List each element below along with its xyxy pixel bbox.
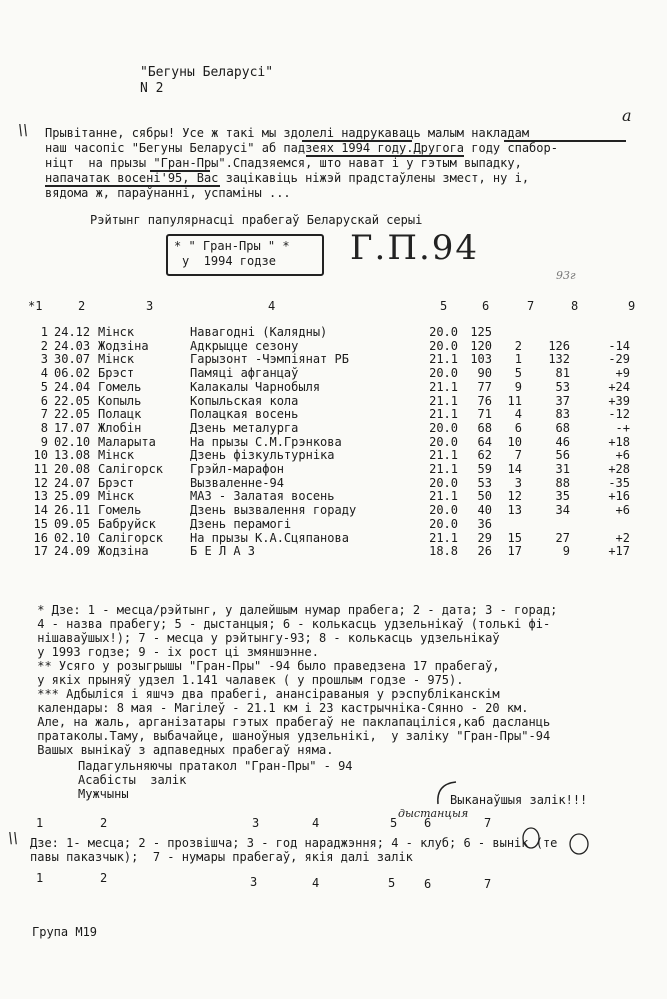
greeting-line-2: наш часопіс "Бегуны Беларусі" аб падзеях 1994 году.Другога году спабор- [45,141,558,155]
underline-pryzy [150,170,210,172]
cell-rank: 14 [33,503,48,518]
table-row [32,326,630,340]
cols1-7: 7 [484,816,492,830]
cell-date: 22.05 [54,393,91,408]
legend-line-2: павы паказчык); 7 - нумары прабегаў, якія далі залік [30,850,413,864]
rating-heading: Рэйтынг папулярнасці прабегаў Беларускай серыі [90,213,423,227]
cell-rank: 17 [33,544,48,559]
col-header-8: 8 [571,299,579,313]
cols1-2: 2 [100,816,108,830]
cell-event: Копыльская кола [190,393,299,408]
table-row [32,463,630,477]
cols1-6: 6 [424,816,432,830]
cell-date: 25.09 [54,489,91,504]
circle-mark-4 [520,826,542,850]
cell-distance: 20.0 [429,420,458,435]
cell-participants: 68 [477,420,492,435]
cell-city: Мінск [98,352,135,367]
cell-rank: 11 [33,462,48,477]
cell-participants-93: 9 [562,544,570,559]
cell-place-93: 14 [507,462,522,477]
cell-event: Дзень вызвалення гораду [190,503,357,518]
col-header-1: *1 [28,299,43,313]
handwritten-93g: 93г [556,269,576,282]
handwritten-mark-left: \\ [18,121,29,139]
footnote-line-8: календары: 8 мая - Магілеў - 21.1 км і 23 кастрычніка-Сянно - 20 км. [30,701,529,715]
cols2-2: 2 [100,871,108,885]
footnote-line-5: ** Усяго у розыгрышы "Гран-Пры" -94 было праведзена 17 прабегаў, [30,659,500,673]
cell-rank: 13 [33,489,48,504]
doc-title: "Бегуны Беларусі" [140,65,274,80]
cell-participants: 62 [477,448,492,463]
cell-participants: 77 [477,379,492,394]
cell-distance: 21.1 [429,448,458,463]
cell-distance: 21.1 [429,393,458,408]
cell-date: 24.09 [54,544,91,559]
cell-change: +6 [615,503,630,518]
cols2-6: 6 [424,877,432,891]
cell-participants-93: 132 [548,352,570,367]
cell-date: 22.05 [54,407,91,422]
underline-1994 [306,155,464,157]
legend-line-1: Дзе: 1- месца; 2 - прозвішча; 3 - год нараджэння; 4 - клуб; 6 - вынік (те [30,836,558,850]
footnote-line-7: *** Адбыліся і яшчэ два прабегі, анансіраваныя у рэспубліканскім [30,687,500,701]
cell-change: +39 [608,393,630,408]
table-row [32,545,630,559]
cell-participants-93: 56 [555,448,570,463]
cell-city: Копыль [98,393,142,408]
cell-city: Гомель [98,379,142,394]
handwritten-note-a: а [622,106,632,125]
table-row [32,532,630,546]
cell-change: +17 [608,544,630,559]
cell-place-93 [492,518,522,532]
cell-place-93: 2 [514,338,522,353]
cell-place-93: 15 [507,530,522,545]
cell-event: Навагодні (Калядны) [190,325,328,339]
cell-event: Дзень металурга [190,420,299,435]
cell-event: Гарызонт -Чэмпіянат РБ [190,352,349,367]
table-row [32,449,630,463]
cell-participants-93: 31 [555,462,570,477]
cell-rank: 10 [33,448,48,463]
cell-city: Брэст [98,366,135,381]
cell-change: -35 [608,475,630,490]
table-row [32,340,630,354]
cell-participants-93: 34 [555,503,570,518]
cell-rank: 6 [40,393,48,408]
group-label: Група М19 [32,925,98,939]
cell-change: -+ [615,420,630,435]
cell-place-93: 5 [514,366,522,381]
cell-event: Грэйл-марафон [190,462,284,477]
cell-date: 02.10 [54,434,91,449]
cell-rank: 5 [40,379,48,394]
col-header-7: 7 [527,299,535,313]
footnote-line-2: 4 - назва прабегу; 5 - дыстанцыя; 6 - колькасць удзельнікаў (толькі фі- [30,617,551,631]
cell-event: Вызваленне-94 [190,475,284,490]
cell-participants: 59 [477,462,492,477]
cell-participants: 53 [477,475,492,490]
cell-place-93: 9 [514,379,522,394]
cell-participants-93 [522,326,570,340]
cell-participants-93: 126 [548,338,570,353]
cell-distance: 21.1 [429,489,458,504]
cell-event: На прызы К.А.Сцяпанова [190,530,349,545]
cell-participants: 36 [477,516,492,531]
footnote-line-10: пратаколы.Таму, выбачайце, шаноўныя удзельнікі, у заліку "Гран-Пры"-94 [30,729,551,743]
cell-date: 17.07 [54,420,91,435]
col-header-4: 4 [268,299,276,313]
cell-city: Брэст [98,475,135,490]
cell-place-93: 6 [514,420,522,435]
cell-change: +16 [608,489,630,504]
cell-distance: 20.0 [429,516,458,531]
underline-nakladam [504,140,626,142]
handwritten-mark-legend: \\ [8,829,19,847]
cell-rank: 1 [40,325,48,339]
cols1-3: 3 [252,816,260,830]
cell-date: 26.11 [54,503,91,518]
footnote-line-9: Але, на жаль, арганізатары гэтых прабегаў не паклапаціліся,каб дасланць [30,715,551,729]
cell-date: 09.05 [54,516,91,531]
cell-event: МАЗ - Залатая восень [190,489,335,504]
cell-rank: 2 [40,338,48,353]
cols2-1: 1 [36,871,44,885]
table-row [32,367,630,381]
cell-participants: 71 [477,407,492,422]
cols2-3: 3 [250,875,258,889]
cell-change: +24 [608,379,630,394]
cell-change [570,518,630,532]
cell-participants: 76 [477,393,492,408]
circle-mark-6 [568,832,590,856]
cell-city: Салігорск [98,462,164,477]
cell-distance: 18.8 [429,544,458,559]
cell-rank: 8 [40,420,48,435]
table-row [32,436,630,450]
finishers-label: Выканаўшыя залік!!! [450,793,588,807]
underline-zdoleli [302,140,412,142]
table-row [32,477,630,491]
cell-participants-93: 46 [555,434,570,449]
handwritten-gp94: Г.П.94 [350,228,480,268]
handwritten-distance: дыстанцыя [398,807,469,820]
cell-event: Памяці афганцаў [190,366,299,381]
cell-change: +18 [608,434,630,449]
cell-place-93: 1 [514,352,522,367]
cell-participants-93: 53 [555,379,570,394]
cell-event: Полацкая восень [190,407,299,422]
cell-place-93: 10 [507,434,522,449]
cell-rank: 3 [40,352,48,367]
cell-date: 24.03 [54,338,91,353]
table-row [32,422,630,436]
greeting-line-4: напачатак восені'95, Вас зацікавіць ніжэй прадстаўлены змест, ну і, [45,171,530,185]
table-row [32,490,630,504]
cell-event: Калакалы Чарнобыля [190,379,321,394]
cell-city: Мінск [98,325,135,339]
cell-city: Жодзіна [98,338,149,353]
cell-date: 24.04 [54,379,91,394]
issue-number: N 2 [140,81,164,96]
table-row [32,381,630,395]
personal-standings: Асабісты залік [78,773,187,787]
cell-participants: 50 [477,489,492,504]
cell-participants-93: 37 [555,393,570,408]
cell-participants: 40 [477,503,492,518]
cell-distance: 20.0 [429,325,458,339]
cell-place-93 [492,326,522,340]
cell-place-93: 17 [507,544,522,559]
cell-participants-93: 88 [555,475,570,490]
cell-participants: 125 [470,325,492,339]
underline-vosen [45,185,220,187]
grand-prix-box [166,234,324,276]
cell-city: Гомель [98,503,142,518]
greeting-line-3: ніцт на прызы "Гран-Пры".Спадзяемся, што нават і у гэтым выпадку, [45,156,522,170]
cell-participants: 29 [477,530,492,545]
cell-participants-93: 35 [555,489,570,504]
cols1-4: 4 [312,816,320,830]
footnote-line-3: нішаваўшых!); 7 - месца у рэйтынгу-93; 8 - колькасць удзельнікаў [30,631,500,645]
cell-participants: 90 [477,366,492,381]
cols2-4: 4 [312,876,320,890]
cell-distance: 20.0 [429,366,458,381]
cell-event: Дзень перамогі [190,516,292,531]
cell-city: Жлобін [98,420,142,435]
cell-rank: 9 [40,434,48,449]
cell-distance: 21.1 [429,462,458,477]
table-row [32,518,630,532]
greeting-line-5: вядома ж, параўнанні, успаміны ... [45,186,291,200]
cell-participants-93: 83 [555,407,570,422]
cell-participants-93 [522,518,570,532]
col-header-3: 3 [146,299,154,313]
cell-participants: 120 [470,338,492,353]
cell-date: 02.10 [54,530,91,545]
cell-change: +2 [615,530,630,545]
cell-distance: 21.1 [429,379,458,394]
table-row [32,408,630,422]
cell-distance: 20.0 [429,503,458,518]
rating-table [32,326,630,559]
cell-participants: 103 [470,352,492,367]
box-line-2: у 1994 годзе [182,254,276,268]
cell-change: -29 [608,352,630,367]
cell-change [570,326,630,340]
cell-place-93: 4 [514,407,522,422]
cell-city: Мінск [98,448,135,463]
cell-place-93: 7 [514,448,522,463]
cell-place-93: 13 [507,503,522,518]
cell-city: Салігорск [98,530,164,545]
cell-city: Жодзіна [98,544,149,559]
cols2-5: 5 [388,876,396,890]
table-row [32,395,630,409]
cell-participants-93: 81 [555,366,570,381]
cell-event: Дзень фізкультурніка [190,448,335,463]
cols2-7: 7 [484,877,492,891]
cell-participants: 26 [477,544,492,559]
cell-distance: 20.0 [429,338,458,353]
table-row [32,504,630,518]
cell-distance: 21.1 [429,352,458,367]
cell-event: Адкрыцце сезону [190,338,299,353]
cell-date: 20.08 [54,462,91,477]
protocol-title: Падагульняючы пратакол "Гран-Пры" - 94 [78,759,353,773]
cell-distance: 21.1 [429,530,458,545]
cell-event: Б Е Л А З [190,544,256,559]
cols1-5: 5 [390,816,398,830]
cell-distance: 21.1 [429,407,458,422]
cell-rank: 16 [33,530,48,545]
cell-date: 13.08 [54,448,91,463]
cell-participants: 64 [477,434,492,449]
cell-change: +28 [608,462,630,477]
cell-city: Маларыта [98,434,156,449]
cols1-1: 1 [36,816,44,830]
cell-date: 06.02 [54,366,91,381]
cell-date: 24.12 [54,325,91,339]
cell-change: -12 [608,407,630,422]
cell-event: На прызы С.М.Грэнкова [190,434,342,449]
col-header-2: 2 [78,299,86,313]
greeting-line-1: Прывітанне, сябры! Усе ж такі мы здолелі надрукаваць малым накладам [45,126,530,140]
cell-participants-93: 68 [555,420,570,435]
men-label: Мужчыны [78,787,129,801]
cell-rank: 4 [40,366,48,381]
col-header-9: 9 [628,299,636,313]
cell-participants-93: 27 [555,530,570,545]
finishers-bracket [430,778,460,808]
cell-city: Мінск [98,489,135,504]
cell-place-93: 11 [507,393,522,408]
cell-date: 30.07 [54,352,91,367]
cell-distance: 20.0 [429,434,458,449]
cell-distance: 20.0 [429,475,458,490]
cell-change: +6 [615,448,630,463]
cell-change: -14 [608,338,630,353]
cell-rank: 15 [33,516,48,531]
cell-date: 24.07 [54,475,91,490]
footnote-line-4: у 1993 годзе; 9 - іх рост ці змяншэнне. [30,645,319,659]
col-header-6: 6 [482,299,490,313]
cell-place-93: 12 [507,489,522,504]
cell-rank: 7 [40,407,48,422]
footnote-line-11: Вашых вынікаў з адпаведных прабегаў няма. [30,743,334,757]
cell-place-93: 3 [514,475,522,490]
col-header-5: 5 [440,299,448,313]
table-row [32,353,630,367]
box-line-1: * " Гран-Пры " * [174,239,290,253]
cell-rank: 12 [33,475,48,490]
cell-city: Бабруйск [98,516,156,531]
cell-city: Полацк [98,407,142,422]
cell-change: +9 [615,366,630,381]
footnote-line-1: * Дзе: 1 - месца/рэйтынг, у далейшым нумар прабега; 2 - дата; 3 - горад; [30,603,558,617]
footnote-line-6: у якіх прыняў удзел 1.141 чалавек ( у прошлым годзе - 975). [30,673,464,687]
